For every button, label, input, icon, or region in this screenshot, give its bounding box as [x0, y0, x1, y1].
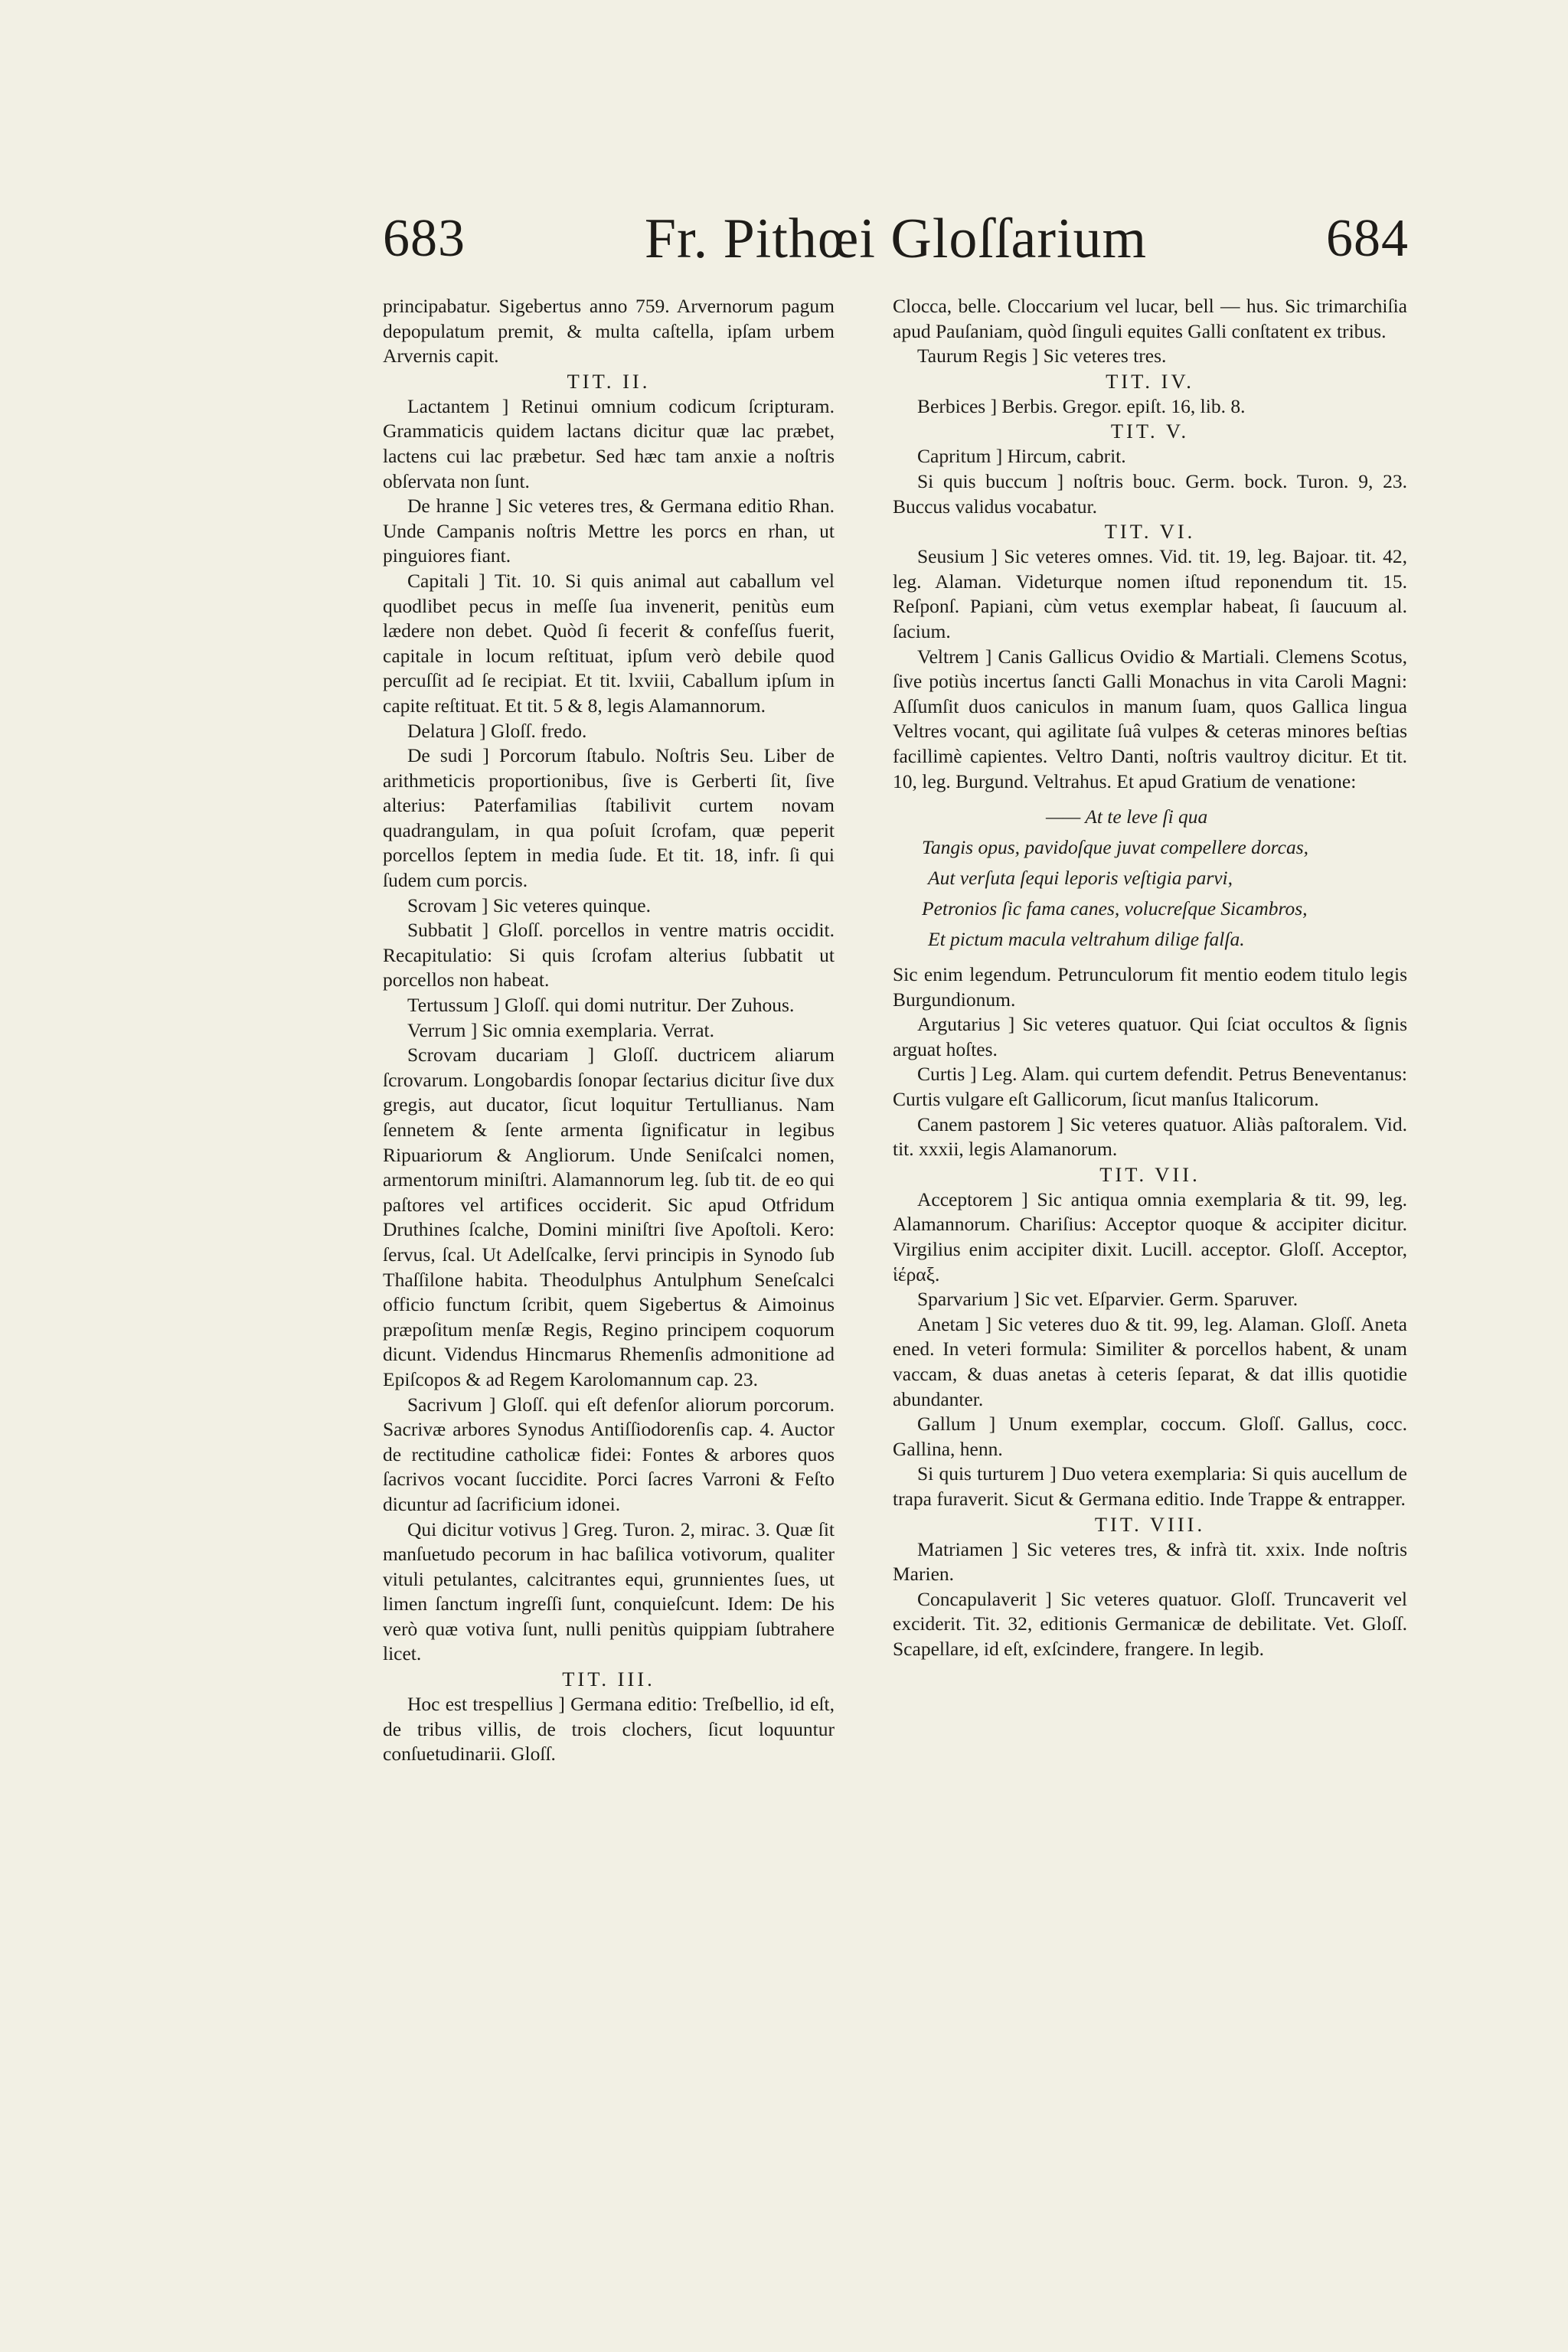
running-title: Fr. Pithœi Gloſſarium: [644, 207, 1148, 270]
verse-line: —— At te leve ſi qua: [1046, 805, 1208, 828]
gloss-entry: Scrovam ] Sic veteres quinque.: [407, 893, 651, 916]
gloss-entry: De sudi ] Porcorum ſtabulo. Noſtris Seu. Liber de arithmeticis proportionibus, ſive is Gerberti ſit, ſive alterius: Paterfamilias ſtabilivit curtem novam quadrangulam, in qua poſuit ſcrofam, quæ peperit porcellos ſeptem in media ſude. Et tit. 18, infr. ſi qui ſudem cum porcis.: [383, 744, 835, 892]
gloss-entry: Si quis buccum ] noſtris bouc. Germ. bock. Turon. 9, 23. Buccus validus vocabatur.: [893, 469, 1407, 518]
section-heading: TIT. II.: [567, 369, 651, 393]
gloss-entry: Anetam ] Sic veteres duo & tit. 99, leg. Alaman. Gloſſ. Aneta ened. In veteri formula: Similiter & porcellos habent, & unam vaccam, & duas anetas à ceteris ſeparat, & dat illis quotidie abundanter.: [893, 1312, 1407, 1410]
gloss-entry: Verrum ] Sic omnia exemplaria. Verrat.: [407, 1018, 715, 1041]
section-heading: TIT. IV.: [1106, 369, 1194, 393]
page-header: [383, 201, 1409, 277]
gloss-entry: Canem pastorem ] Sic veteres quatuor. Aliàs paſtoralem. Vid. tit. xxxii, legis Alamanorum.: [893, 1112, 1407, 1161]
section-heading: TIT. V.: [1110, 420, 1190, 443]
paragraph: principabatur. Sigebertus anno 759. Arvernorum pagum depopulatum premit, & multa caſtella, ipſam urbem Arvernis capit.: [383, 295, 835, 368]
left-column: [383, 294, 835, 1767]
gloss-entry: Matriamen ] Sic veteres tres, & infrà tit. xxix. Inde noſtris Marien.: [893, 1537, 1407, 1586]
section-heading: TIT. III.: [562, 1668, 655, 1691]
gloss-entry: Gallum ] Unum exemplar, coccum. Gloſſ. Gallus, cocc. Gallina, henn.: [893, 1413, 1407, 1460]
gloss-entry: Seusium ] Sic veteres omnes. Vid. tit. 19, leg. Bajoar. tit. 42, leg. Alaman. Videturque nomen iſtud reponendum tit. 15. Reſponſ. Papiani, cùm vetus exemplar habeat, ſi ſaucuum al. ſacium.: [893, 545, 1407, 642]
gloss-entry: Capitali ] Tit. 10. Si quis animal aut caballum vel quodlibet pecus in meſſe ſua invenerit, penitùs eum lædere non debet. Quòd ſi fecerit & confeſſus fuerit, capitale in locum reſtituat, ipſum verò debile quod percuſſit ad ſe recipiat. Et tit. lxviii, Caballum ipſum in capite reſtituat. Et tit. 5 & 8, legis Alamannorum.: [383, 569, 835, 717]
gloss-entry: Qui dicitur votivus ] Greg. Turon. 2, mirac. 3. Quæ ſit manſuetudo pecorum in hac baſilica votivorum, qualiter vituli petulantes, calcitrantes equi, grunnientes ſues, ut limen ſanctum ingreſſi ſunt, conquieſcunt. Idem: De his verò quæ votiva ſunt, nulli penitùs quippiam ſubtrahere licet.: [383, 1517, 835, 1665]
gloss-entry: Lactantem ] Retinui omnium codicum ſcripturam. Grammaticis quidem lactans dicitur quæ lac præbet, lactens cui lac præbetur. Sed hæc tam anxie a noſtris obſervata non ſunt.: [383, 394, 835, 492]
gloss-entry: Delatura ] Gloſſ. fredo.: [407, 719, 587, 742]
gloss-entry: Argutarius ] Sic veteres quatuor. Qui ſciat occultos & ſignis arguat hoſtes.: [893, 1013, 1407, 1060]
gloss-entry: Sacrivum ] Gloſſ. qui eſt defenſor aliorum porcorum. Sacrivæ arbores Synodus Antiſſiodorenſis cap. 4. Auctor de rectitudine catholicæ fidei: Fontes & arbores quos ſacrivos vocant ſuccidite. Porci ſacres Varroni & Feſto dicuntur ad ſacrificium idonei.: [383, 1393, 835, 1515]
verse-line: Tangis opus, pavidoſque juvat compellere dorcas,: [922, 836, 1308, 859]
gloss-entry: Tertussum ] Gloſſ. qui domi nutritur. Der Zuhous.: [407, 994, 795, 1017]
gloss-entry: Taurum Regis ] Sic veteres tres.: [917, 345, 1167, 368]
section-heading: TIT. VII.: [1099, 1162, 1200, 1186]
verse-line: Petronios ſic fama canes, volucreſque Sicambros,: [922, 897, 1308, 920]
page-number-right: 684: [1326, 209, 1409, 268]
right-column: [893, 294, 1407, 1662]
gloss-entry: Acceptorem ] Sic antiqua omnia exemplaria & tit. 99, leg. Alamannorum. Chariſius: Acceptor quoque & accipiter dicitur. Virgilius enim accipiter dixit. Lucill. acceptor. Gloſſ. Acceptor, ἱέραξ.: [893, 1187, 1407, 1285]
gloss-entry: Concapulaverit ] Sic veteres quatuor. Gloſſ. Truncaverit vel exciderit. Tit. 32, editionis Germanicæ de debilitate. Vet. Gloſſ. Scapellare, id eſt, exſcindere, frangere. In legib.: [893, 1587, 1407, 1660]
gloss-entry: Subbatit ] Gloſſ. porcellos in ventre matris occidit. Recapitulatio: Si quis ſcrofam alterius ſubbatit ut porcellos non habeat.: [383, 919, 835, 991]
section-heading: TIT. VIII.: [1094, 1512, 1206, 1536]
gloss-entry: Berbices ] Berbis. Gregor. epiſt. 16, lib. 8.: [917, 394, 1246, 417]
section-heading: TIT. VI.: [1104, 520, 1196, 544]
gloss-entry: Curtis ] Leg. Alam. qui curtem defendit. Petrus Beneventanus: Curtis vulgare eſt Gallicorum, ſicut manſus Italicorum.: [893, 1063, 1407, 1111]
verse-line: Aut verſuta ſequi leporis veſtigia parvi,: [928, 867, 1233, 890]
gloss-entry: Hoc est trespellius ] Germana editio: Treſbellio, id eſt, de tribus villis, de trois clochers, ſicut loquuntur conſuetudinarii. Gloſſ.: [383, 1693, 835, 1766]
gloss-entry: Veltrem ] Canis Gallicus Ovidio & Martiali. Clemens Scotus, ſive potiùs incertus ſancti Galli Monachus in vita Caroli Magni: Aſſumſit duos caniculos in manum ſuam, quos Gallica lingua Veltres vocant, qui agilitate ſuâ vulpes & ceteras minores beſtias facillimè capientes. Veltro Danti, noſtris vaultroy dicitur. Et tit. 10, leg. Burgund. Veltrahus. Et apud Gratium de venatione:: [893, 645, 1407, 792]
gloss-entry: Si quis turturem ] Duo vetera exemplaria: Si quis aucellum de trapa furaverit. Sicut & Germana editio. Inde Trappe & entrapper.: [893, 1462, 1407, 1510]
paragraph: Clocca, belle. Cloccarium vel lucar, bell — hus. Sic trimarchiſia apud Pauſaniam, quòd ſinguli equites Galli conſtatent ex tribus.: [893, 295, 1407, 342]
gloss-entry: De hranne ] Sic veteres tres, & Germana editio Rhan. Unde Campanis noſtris Mettre les porcs en rhan, ut pinguiores fiant.: [383, 495, 835, 567]
gloss-entry: Capritum ] Hircum, cabrit.: [917, 445, 1126, 468]
gloss-entry: Scrovam ducariam ] Gloſſ. ductricem aliarum ſcrovarum. Longobardis ſonopar ſectarius dicitur ſive dux gregis, aut ducator, ſicut loquitur Tertullianus. Nam ſennetem & ſente armenta ſignificatur in legibus Ripuariorum & Angliorum. Unde Seniſcalci nomen, armentorum miniſtri. Alamannorum leg. ſub tit. de eo qui paſtores vel artifices occiderit. Sic apud Otfridum Druthines ſcalche, Domini miniſtri ſive Apoſtoli. Kero: ſervus, ſcal. Ut Adelſcalke, ſervi principis in Synodo ſub Thaſſilone habita. Theodulphus Antulphum Seneſcalci officio functum ſcribit, quem Sigebertus & Aimoinus præpoſitum menſæ Regis, Regino principem coquorum dicunt. Videndus Hincmarus Rhemenſis admonitione ad Epiſcopos & ad Regem Karolomannum cap. 23.: [383, 1044, 835, 1390]
page-number-left: 683: [383, 209, 466, 268]
paragraph: Sic enim legendum. Petrunculorum fit mentio eodem titulo legis Burgundionum.: [893, 963, 1407, 1011]
verse-quotation: [893, 802, 1407, 955]
gloss-entry: Sparvarium ] Sic vet. Eſparvier. Germ. Sparuver.: [917, 1288, 1298, 1311]
verse-line: Et pictum macula veltrahum dilige falſa.: [928, 928, 1245, 951]
